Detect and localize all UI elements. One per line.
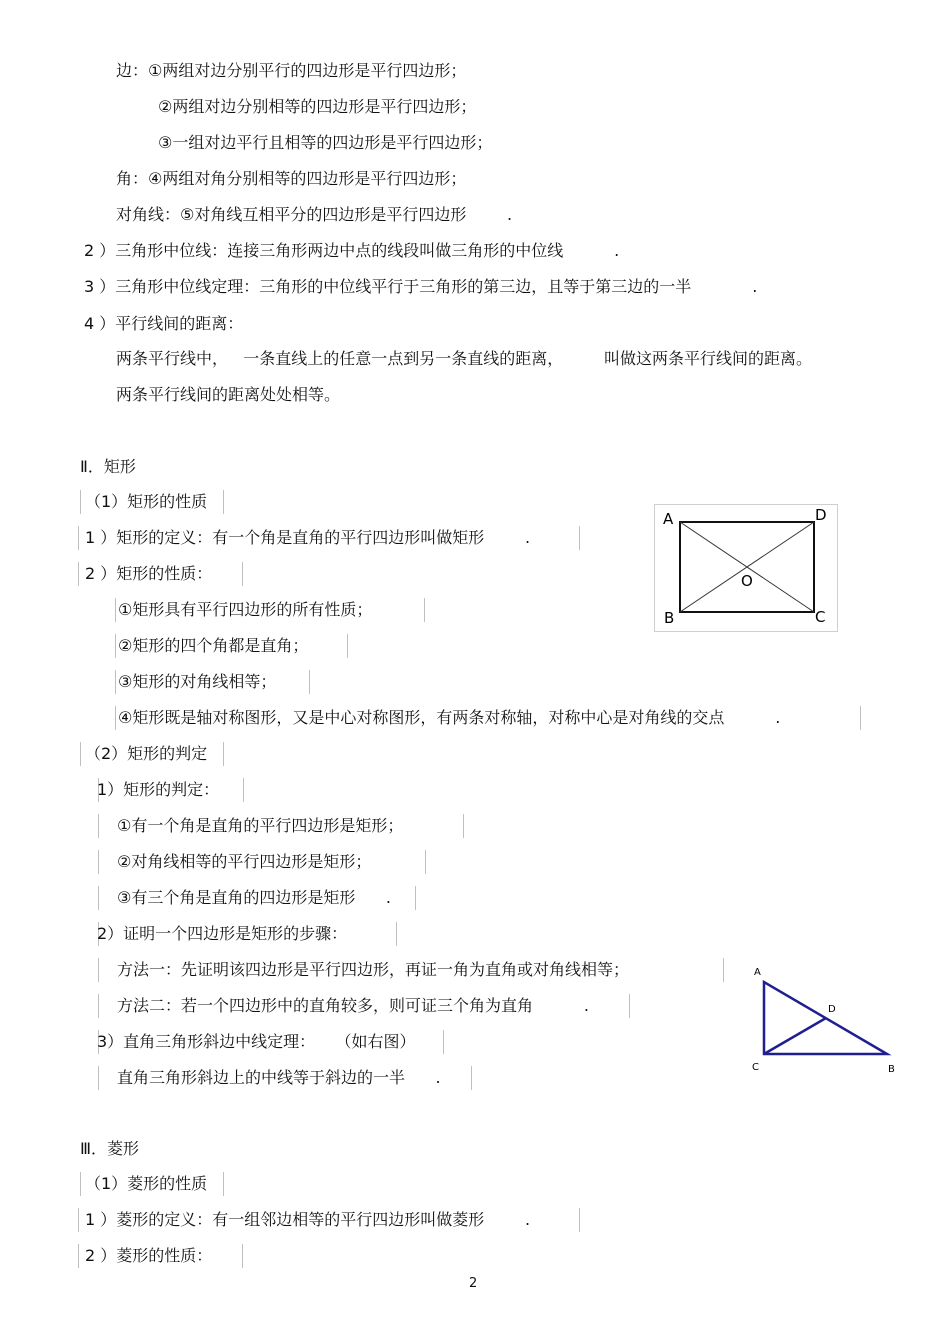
text-box xyxy=(80,742,224,766)
text-box xyxy=(78,1208,580,1232)
median-cd xyxy=(764,1018,826,1054)
text-line: 方法一：先证明该四边形是平行四边形，再证一角为直角或对角线相等； xyxy=(117,960,630,979)
text-box xyxy=(115,706,861,730)
text-box xyxy=(98,886,416,910)
label-a: A xyxy=(754,967,761,978)
text-line: 两条平行线间的距离处处相等。 xyxy=(116,385,341,404)
subsection-heading: （1）矩形的性质 xyxy=(85,492,208,511)
text-line: 2 ）矩形的性质： xyxy=(85,564,213,583)
text-line: 1）矩形的判定： xyxy=(97,780,220,799)
text-box xyxy=(78,562,243,586)
text-box xyxy=(115,670,310,694)
section-heading: Ⅱ．矩形 xyxy=(80,457,136,476)
text-line: ②矩形的四个角都是直角； xyxy=(118,636,309,655)
text-box xyxy=(115,598,425,622)
text-box xyxy=(78,1244,243,1268)
text-line: 直角三角形斜边上的中线等于斜边的一半 . xyxy=(117,1068,441,1087)
label-b: B xyxy=(664,609,675,627)
text-line: 1 ）矩形的定义：有一个角是直角的平行四边形叫做矩形 . xyxy=(85,528,531,547)
text-line: 边：①两组对边分别平行的四边形是平行四边形； xyxy=(116,61,467,80)
text-line: ①矩形具有平行四边形的所有性质； xyxy=(118,600,373,619)
text-line: 3）直角三角形斜边中线定理： （如右图） xyxy=(97,1032,416,1051)
text-line: 2）证明一个四边形是矩形的步骤： xyxy=(97,924,348,943)
text-box xyxy=(98,850,426,874)
text-line: ③有三个角是直角的四边形是矩形 . xyxy=(117,888,391,907)
text-box xyxy=(98,778,244,802)
text-box xyxy=(98,958,724,982)
text-line: 4 ）平行线间的距离： xyxy=(84,314,244,333)
text-box xyxy=(98,814,464,838)
text-line: ③矩形的对角线相等； xyxy=(118,672,277,691)
rectangle-figure xyxy=(654,504,838,632)
text-box xyxy=(115,634,348,658)
text-line: 3 ）三角形中位线定理：三角形的中位线平行于三角形的第三边，且等于第三边的一半 . xyxy=(84,277,758,296)
label-c: C xyxy=(815,608,826,626)
text-box xyxy=(98,922,397,946)
label-d: D xyxy=(815,506,827,524)
right-triangle-figure xyxy=(745,962,905,1078)
text-box xyxy=(80,490,224,514)
text-box xyxy=(98,1030,444,1054)
text-line: ④矩形既是轴对称图形，又是中心对称图形，有两条对称轴，对称中心是对角线的交点 . xyxy=(118,708,781,727)
section-heading: Ⅲ．菱形 xyxy=(80,1139,140,1158)
text-line: 角：④两组对角分别相等的四边形是平行四边形； xyxy=(116,169,467,188)
label-c: C xyxy=(752,1062,759,1073)
text-box xyxy=(80,1172,224,1196)
text-box xyxy=(98,994,630,1018)
text-line: 1 ）菱形的定义：有一组邻边相等的平行四边形叫做菱形 . xyxy=(85,1210,531,1229)
label-o: O xyxy=(741,572,753,590)
label-b: B xyxy=(888,1064,895,1075)
text-line: 方法二：若一个四边形中的直角较多，则可证三个角为直角 . xyxy=(117,996,589,1015)
text-line: ②两组对边分别相等的四边形是平行四边形； xyxy=(158,97,477,116)
text-box xyxy=(78,526,580,550)
text-line: ②对角线相等的平行四边形是矩形； xyxy=(117,852,372,871)
text-box xyxy=(98,1066,472,1090)
text-line: ①有一个角是直角的平行四边形是矩形； xyxy=(117,816,404,835)
label-d: D xyxy=(828,1004,836,1015)
text-line: 2 ）菱形的性质： xyxy=(85,1246,213,1265)
text-line: 对角线：⑤对角线互相平分的四边形是平行四边形 . xyxy=(116,205,513,224)
text-line: ③一组对边平行且相等的四边形是平行四边形； xyxy=(158,133,493,152)
page-number: 2 xyxy=(469,1276,478,1291)
text-line: 2 ）三角形中位线：连接三角形两边中点的线段叫做三角形的中位线 . xyxy=(84,241,620,260)
text-line: 两条平行线中， 一条直线上的任意一点到另一条直线的距离， 叫做这两条平行线间的距离。 xyxy=(116,349,812,368)
subsection-heading: （1）菱形的性质 xyxy=(85,1174,208,1193)
label-a: A xyxy=(663,510,674,528)
subsection-heading: （2）矩形的判定 xyxy=(85,744,208,763)
